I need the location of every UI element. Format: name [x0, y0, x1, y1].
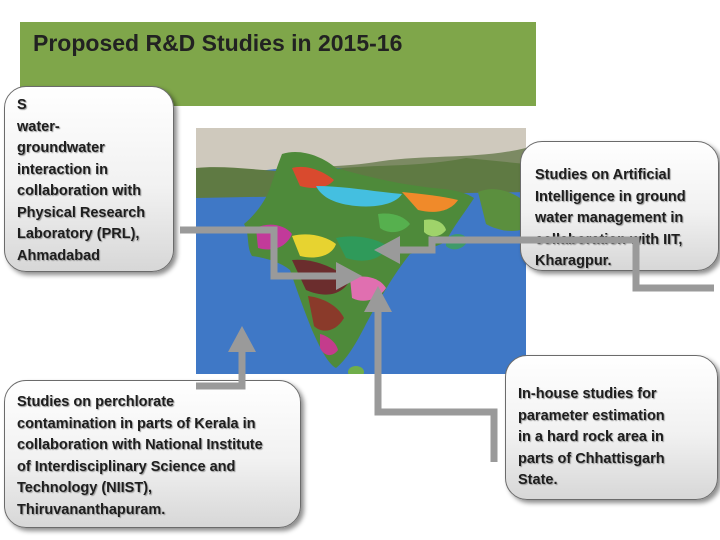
artificial-intelligence-callout	[520, 141, 719, 271]
callout-line: Kharagpur.	[535, 253, 612, 269]
callout-line: interaction in	[17, 161, 109, 178]
in-house-callout	[505, 355, 718, 500]
surface-groundwater-callout	[4, 86, 174, 272]
callout-line: collaboration with	[17, 183, 142, 199]
callout-line: Physical Research	[17, 204, 146, 221]
callout-line: water-	[17, 118, 60, 135]
callout-line: Laboratory (PRL),	[17, 226, 140, 242]
callout-line: contamination in parts of Kerala in	[17, 415, 256, 432]
callout-line: S	[17, 97, 27, 113]
callout-line: Thiruvananthapuram.	[17, 501, 166, 518]
callout-line: water management in	[535, 210, 684, 226]
callout-line: State.	[518, 472, 558, 488]
callout-line: Intelligence in ground	[535, 188, 686, 205]
callout-line: parts of Chhattisgarh	[518, 450, 665, 467]
perchlorate-callout	[4, 380, 301, 528]
callout-line: Ahmadabad	[17, 247, 100, 264]
callout-line: collaboration with National Institute	[17, 437, 263, 453]
callout-line: groundwater	[17, 140, 105, 156]
callout-line: parameter estimation	[518, 407, 665, 424]
india-map-image	[196, 128, 526, 374]
callout-line: of Interdisciplinary Science and	[17, 458, 236, 475]
callout-line: Studies on perchlorate	[17, 394, 175, 410]
callout-line: Technology (NIIST),	[17, 480, 153, 496]
callout-line: Studies on Artificial	[535, 167, 671, 183]
callout-line: collaboration with IIT,	[535, 231, 683, 248]
callout-line: In-house studies for	[518, 386, 657, 402]
slide-title: Proposed R&D Studies in 2015-16	[33, 30, 403, 56]
callout-line: in a hard rock area in	[518, 429, 664, 445]
